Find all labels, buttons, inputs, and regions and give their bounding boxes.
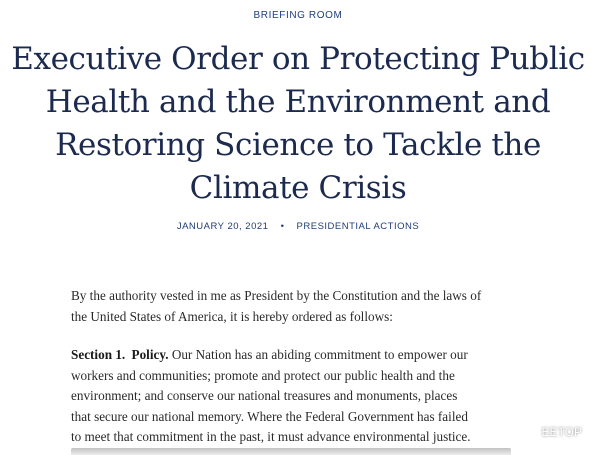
- intro-paragraph: [71, 286, 531, 327]
- page-title: [0, 38, 596, 210]
- section-number: Section 1.: [71, 347, 126, 362]
- category-link[interactable]: PRESIDENTIAL ACTIONS: [296, 221, 420, 232]
- text-line: workers and communities; promote and protect our public health and the: [71, 367, 455, 383]
- title-line: Health and the Environment and: [45, 84, 551, 120]
- article-meta: [0, 221, 596, 232]
- text-line: By the authority vested in me as President by the Constitution and the laws of: [71, 288, 482, 303]
- text-line: that secure our national memory. Where the Federal Government has failed: [71, 408, 468, 424]
- briefing-room-link[interactable]: BRIEFING ROOM: [253, 10, 343, 21]
- title-line: Executive Order on Protecting Public: [11, 41, 585, 77]
- meta-separator: •: [280, 221, 285, 232]
- cut-off-text-line: [71, 448, 511, 455]
- text-line: Our Nation has an abiding commitment to empower our: [171, 347, 468, 362]
- text-line: environment; and conserve our national treasures and monuments, places: [71, 388, 458, 404]
- wechat-icon: [520, 424, 538, 439]
- title-line: Restoring Science to Tackle the: [55, 127, 541, 163]
- text-line: the United States of America, it is hereby ordered as follows:: [71, 308, 393, 324]
- text-line: to meet that commitment in the past, it must advance environmental justice.: [71, 429, 471, 445]
- section-1-paragraph: [71, 345, 531, 448]
- publish-date: JANUARY 20, 2021: [176, 221, 269, 232]
- title-line: Climate Crisis: [189, 170, 407, 206]
- watermark: [520, 424, 582, 439]
- section-heading: Policy.: [131, 347, 169, 362]
- watermark-text: EETOP: [541, 424, 582, 439]
